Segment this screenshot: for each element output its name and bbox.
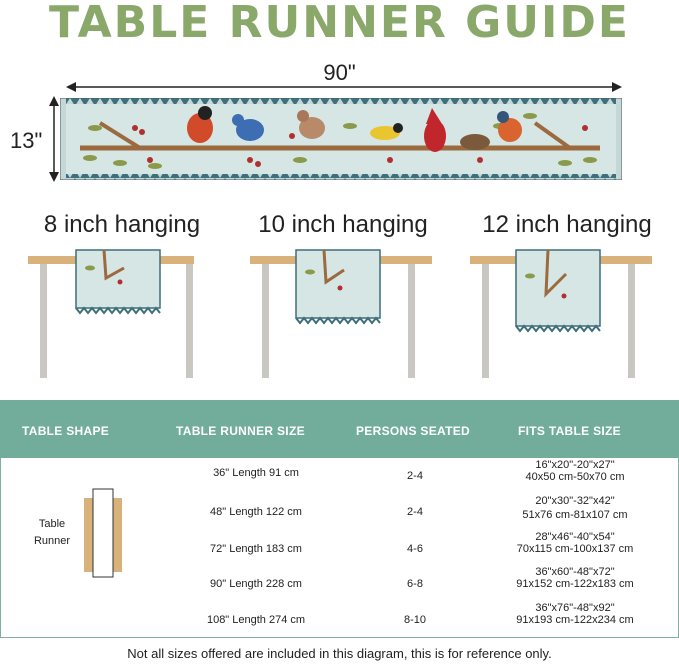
table-shape-icon — [82, 488, 124, 580]
row-5-persons: 8-10 — [403, 614, 427, 626]
width-dimension-label: 13" — [10, 128, 43, 153]
header-table-shape: TABLE SHAPE — [22, 424, 110, 438]
row-5-fits-in: 36"x76"-48"x92" — [535, 602, 615, 614]
row-3-persons: 4-6 — [407, 543, 423, 555]
row-2-persons: 2-4 — [407, 506, 423, 518]
row-5-size: 108" Length 274 cm — [206, 614, 306, 626]
row-2-fits-cm: 51x76 cm-81x107 cm — [522, 509, 628, 521]
hanging-10-inch-illustration — [246, 246, 436, 382]
reference-disclaimer: Not all sizes offered are included in this diagram, this is for reference only. — [127, 646, 552, 661]
shape-label-line1: Table — [38, 518, 66, 530]
length-dimension-label: 90" — [323, 60, 356, 85]
row-3-fits-cm: 70x115 cm-100x137 cm — [516, 543, 634, 555]
row-3-fits-in: 28"x46"-40"x54" — [535, 531, 615, 543]
page-title: TABLE RUNNER GUIDE — [49, 0, 630, 48]
row-4-fits-cm: 91x152 cm-122x183 cm — [516, 578, 634, 590]
hanging-label-12-inch: 12 inch hanging — [482, 211, 652, 238]
length-arrow — [66, 80, 622, 94]
row-1-size: 36" Length 91 cm — [213, 467, 299, 479]
header-persons-seated: PERSONS SEATED — [356, 424, 470, 438]
row-2-fits-in: 20"x30"-32"x42" — [535, 495, 615, 507]
row-2-size: 48" Length 122 cm — [210, 506, 302, 518]
hanging-12-inch-illustration — [466, 246, 656, 382]
table-runner-illustration — [60, 98, 622, 180]
row-3-size: 72" Length 183 cm — [210, 543, 302, 555]
header-runner-size: TABLE RUNNER SIZE — [176, 424, 305, 438]
row-1-fits-in: 16"x20"-20"x27" — [535, 459, 615, 471]
shape-label-line2: Runner — [33, 535, 71, 547]
row-4-persons: 6-8 — [407, 578, 423, 590]
hanging-8-inch-illustration — [24, 246, 214, 382]
row-4-fits-in: 36"x60"-48"x72" — [535, 566, 615, 578]
row-5-fits-cm: 91x193 cm-122x234 cm — [516, 614, 634, 626]
row-1-fits-cm: 40x50 cm-50x70 cm — [525, 471, 625, 483]
width-arrow — [48, 96, 60, 182]
hanging-label-8-inch: 8 inch hanging — [43, 211, 201, 238]
hanging-label-10-inch: 10 inch hanging — [258, 211, 428, 238]
row-4-size: 90" Length 228 cm — [210, 578, 302, 590]
header-fits-table-size: FITS TABLE SIZE — [518, 424, 621, 438]
row-1-persons: 2-4 — [407, 470, 423, 482]
